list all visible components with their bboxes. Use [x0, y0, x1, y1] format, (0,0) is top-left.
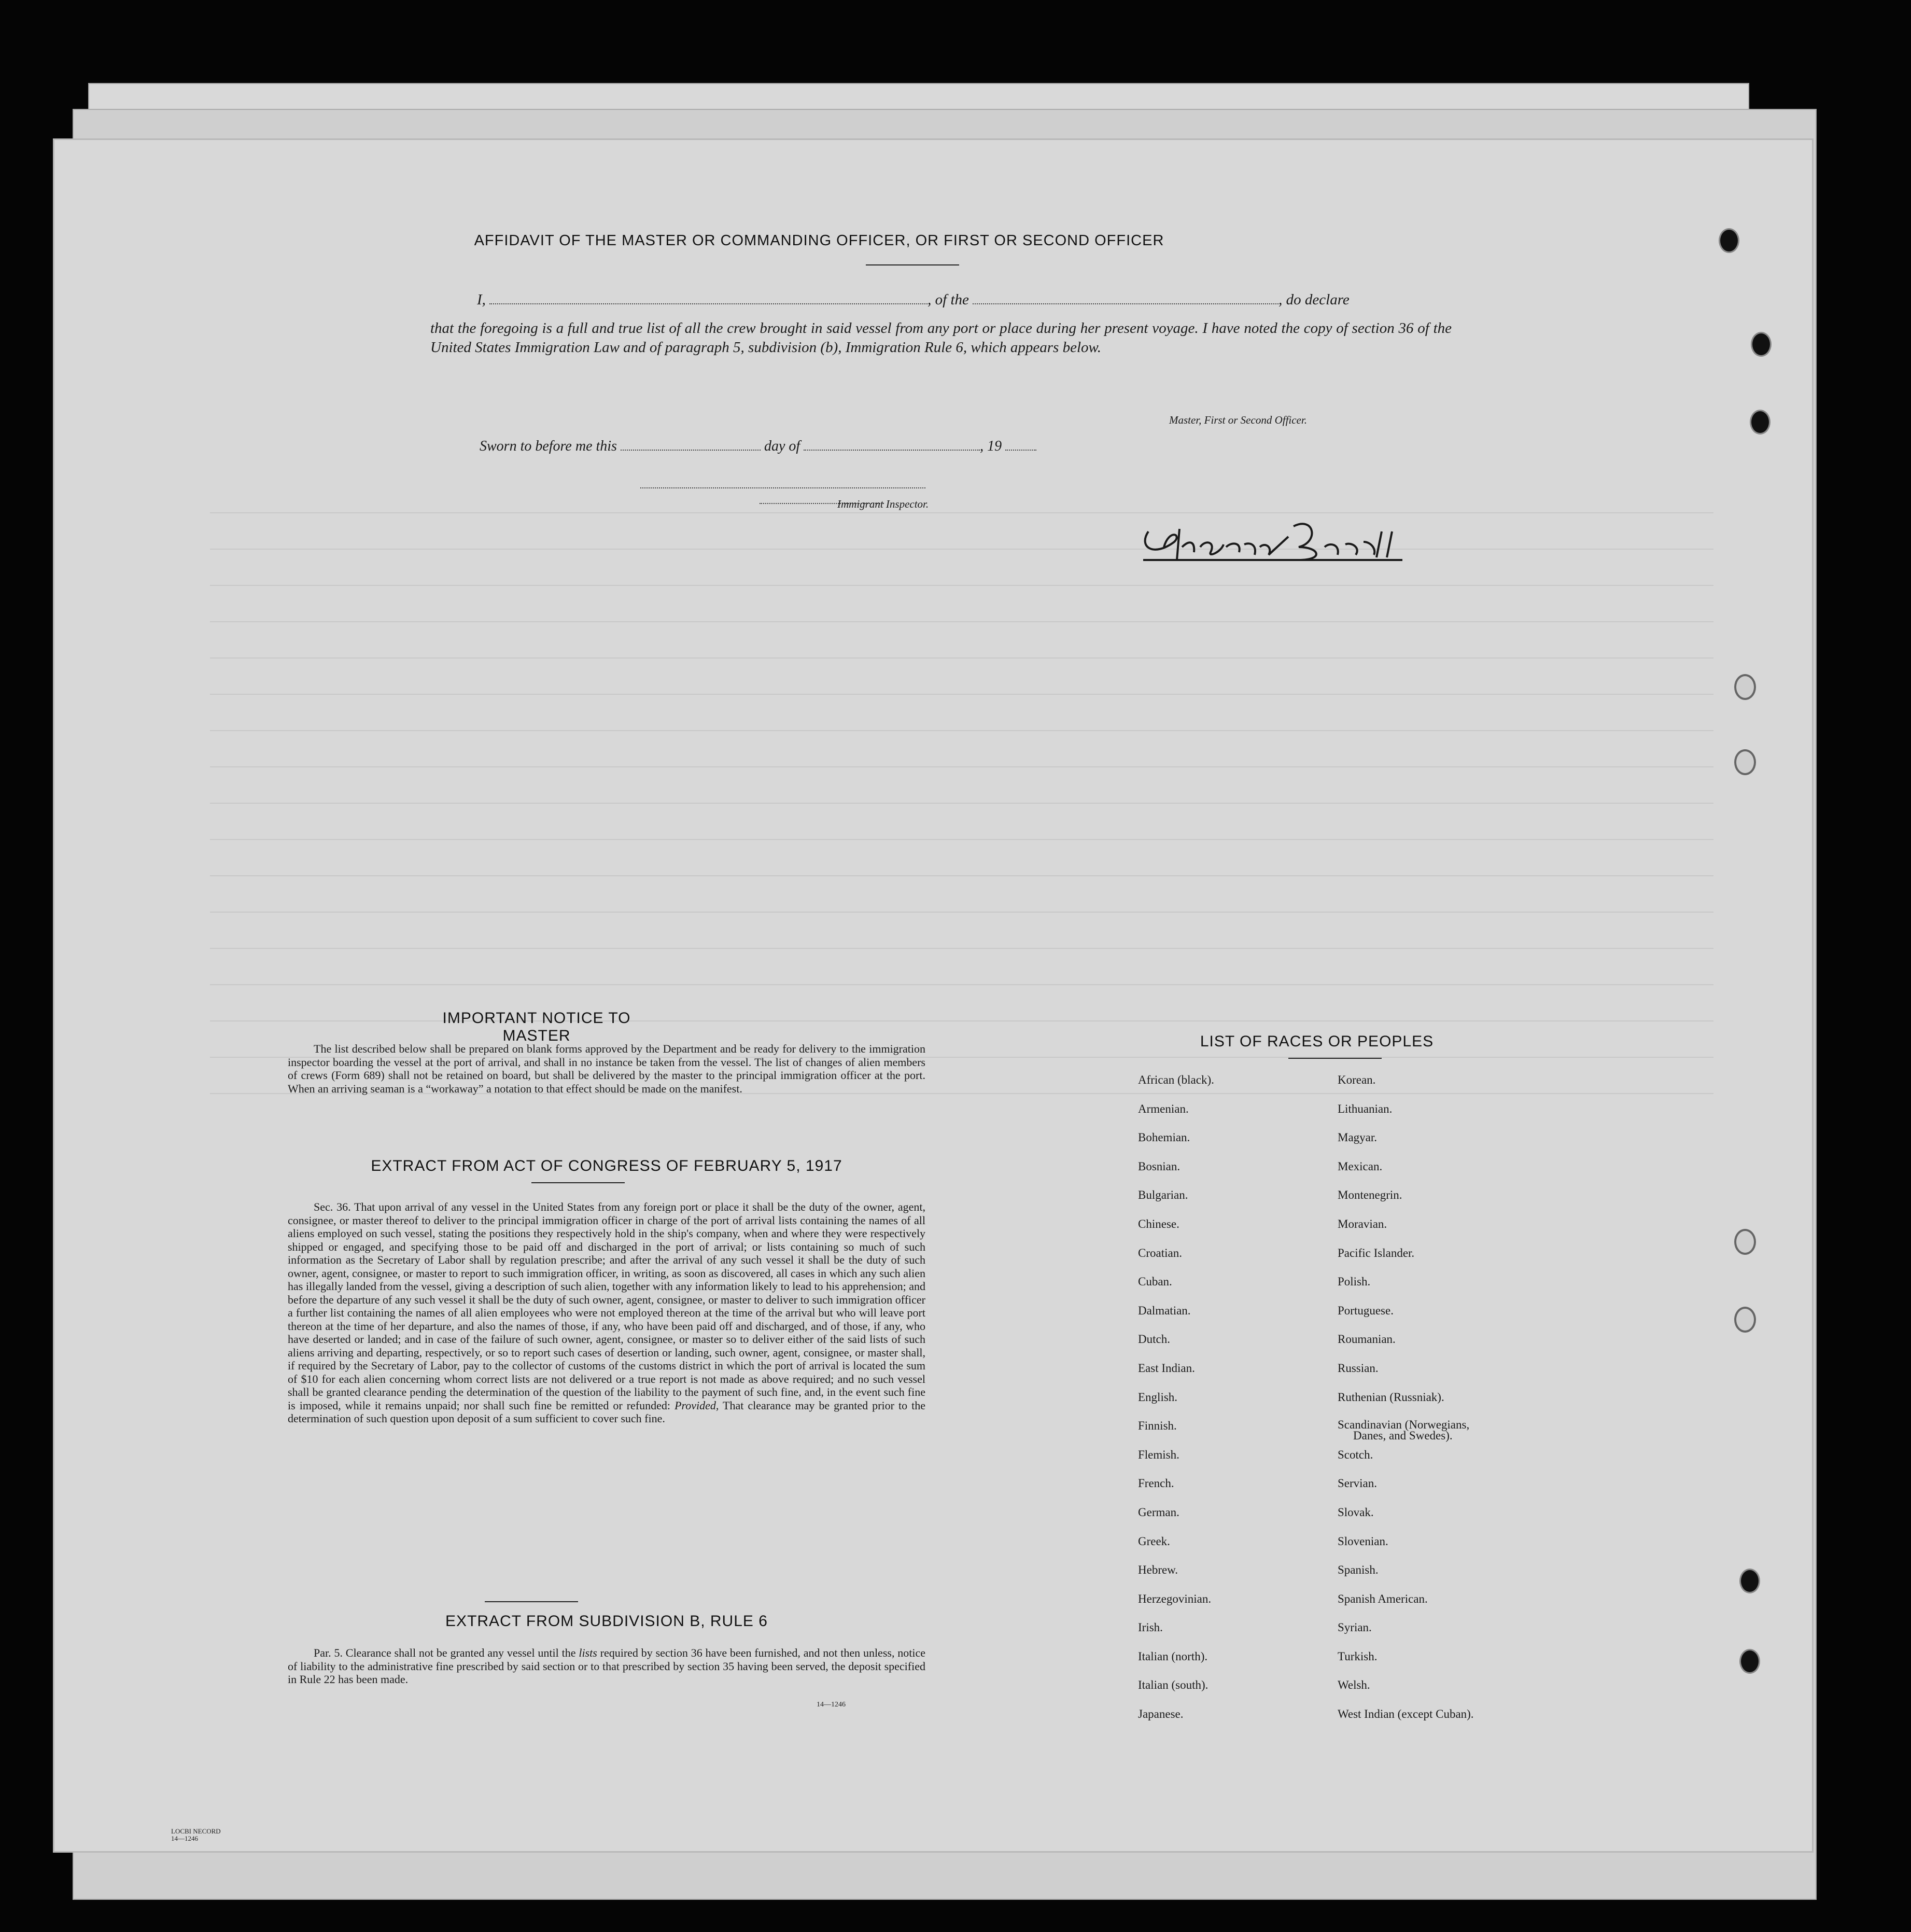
punch-hole	[1719, 228, 1739, 253]
race-item: German.	[1138, 1505, 1179, 1519]
punch-hole	[1750, 410, 1771, 435]
race-item: Spanish American.	[1338, 1592, 1428, 1605]
punch-hole	[1734, 1229, 1756, 1255]
race-item: Dutch.	[1138, 1333, 1170, 1346]
race-item: Greek.	[1138, 1534, 1170, 1548]
race-item: Portuguese.	[1338, 1304, 1394, 1317]
race-item: Japanese.	[1138, 1707, 1184, 1721]
race-item: Flemish.	[1138, 1448, 1179, 1461]
extract-rule-text	[288, 1646, 925, 1686]
punch-hole	[1751, 332, 1772, 357]
race-item: Russian.	[1338, 1361, 1379, 1375]
master-signature	[1133, 511, 1413, 568]
punch-hole	[1739, 1649, 1760, 1674]
notice-title: IMPORTANT NOTICE TO MASTER	[442, 1010, 631, 1044]
race-item: Dalmatian.	[1138, 1304, 1191, 1317]
signature-caption: Master, First or Second Officer.	[1169, 414, 1307, 426]
sworn-month-field[interactable]	[804, 450, 980, 451]
race-item: Hebrew.	[1138, 1563, 1178, 1577]
extract-rule-title: EXTRACT FROM SUBDIVISION B, RULE 6	[445, 1613, 768, 1630]
race-item: Irish.	[1138, 1621, 1163, 1634]
race-item: Herzegovinian.	[1138, 1592, 1212, 1605]
rule-text-b: required by section 36 have been furnished, and not then unless, notice of liability to the administrative fine prescribed by said section or to that prescribed by section 35 having been served, the deposit specified in Rule 22 has been made.	[288, 1646, 926, 1686]
race-item: Magyar.	[1338, 1131, 1378, 1144]
race-item: French.	[1138, 1477, 1174, 1490]
sworn-day-of: day of	[764, 438, 800, 454]
race-item: Lithuanian.	[1338, 1102, 1393, 1115]
race-item: Korean.	[1338, 1073, 1376, 1086]
sworn-day-field[interactable]	[621, 450, 761, 451]
race-item: Polish.	[1338, 1275, 1371, 1289]
race-item: Finnish.	[1138, 1419, 1177, 1433]
race-item: Moravian.	[1338, 1217, 1387, 1230]
provided-word: Provided,	[675, 1398, 719, 1412]
race-item: Chinese.	[1138, 1217, 1179, 1230]
race-item: Pacific Islander.	[1338, 1246, 1415, 1259]
race-item: Slovak.	[1338, 1505, 1374, 1519]
do-declare-label: , do declare	[1278, 291, 1350, 308]
race-item: English.	[1138, 1390, 1178, 1404]
race-item: Scotch.	[1338, 1448, 1373, 1461]
affidavit-title: AFFIDAVIT OF THE MASTER OR COMMANDING OFFICER, OR FIRST OR SECOND OFFICER	[474, 232, 1164, 249]
race-item: Servian.	[1338, 1477, 1378, 1490]
race-item: Spanish.	[1338, 1563, 1379, 1577]
races-left-column	[1138, 1073, 1325, 1737]
extract-act-rule	[531, 1182, 625, 1183]
race-item: Scandinavian (Norwegians,	[1338, 1418, 1470, 1432]
race-item: Roumanian.	[1338, 1333, 1396, 1346]
affidavit-declaration-line	[477, 291, 1452, 309]
sworn-year-field[interactable]	[1005, 450, 1036, 451]
punch-hole	[1734, 1307, 1756, 1333]
race-item: Montenegrin.	[1338, 1188, 1402, 1202]
inspector-signature-line[interactable]	[640, 487, 925, 488]
race-item: Turkish.	[1338, 1649, 1378, 1663]
document-page	[54, 140, 1812, 1851]
punch-hole	[1739, 1569, 1760, 1593]
race-item: African (black).	[1138, 1073, 1214, 1086]
race-item: Italian (north).	[1138, 1649, 1208, 1663]
bottom-stamp: LOCBI NECORD 14—1246	[171, 1827, 221, 1842]
race-item: Ruthenian (Russniak).	[1338, 1390, 1444, 1404]
races-title: LIST OF RACES OR PEOPLES	[1200, 1033, 1434, 1050]
sec-36-end: That clearance may be granted prior to the determination of such question upon deposit of a sum sufficient to cover such fine.	[288, 1398, 925, 1425]
races-right-column	[1338, 1073, 1586, 1737]
races-rule	[1288, 1058, 1382, 1059]
declarant-i: I,	[477, 291, 486, 308]
race-item: Croatian.	[1138, 1246, 1182, 1259]
race-item: Armenian.	[1138, 1102, 1189, 1115]
race-item: East Indian.	[1138, 1361, 1195, 1375]
affidavit-text: that the foregoing is a full and true list of all the crew brought in said vessel from any port or place during her present voyage. I have noted the copy of section 36 of the United States Immigration Law and of paragraph 5, subdivision (b), Immigration Rule 6, which appears below.	[430, 320, 1452, 356]
extract-act-title: EXTRACT FROM ACT OF CONGRESS OF FEBRUARY 5, 1917	[371, 1157, 842, 1174]
race-item: Syrian.	[1338, 1621, 1372, 1634]
race-item: Bosnian.	[1138, 1159, 1181, 1173]
race-item: Cuban.	[1138, 1275, 1172, 1289]
sec-36-label: Sec. 36.	[314, 1200, 351, 1213]
lists-word: lists	[579, 1646, 597, 1659]
race-item-continued: Danes, and Swedes).	[1353, 1429, 1453, 1443]
sworn-year: , 19	[980, 438, 1002, 454]
sworn-prefix: Sworn to before me this	[480, 438, 617, 454]
notice-text: The list described below shall be prepared on blank forms approved by the Department and be ready for delivery to the immigration inspector boarding the vessel at the port of arrival, and shall in no instance be taken from the vessel. The list of changes of alien members of crews (Form 689) shall not be retained on board, but shall be delivered by the master to the principal immigration officer at the port. When an arriving seaman is a “workaway” a notation to that effect should be made on the manifest.	[288, 1042, 925, 1095]
form-code: 14—1246	[817, 1701, 846, 1709]
declarant-name-field[interactable]	[489, 303, 928, 304]
rule-text-a: Par. 5. Clearance shall not be granted any vessel until the	[314, 1646, 576, 1659]
extract-act-text	[288, 1200, 925, 1425]
punch-hole	[1734, 674, 1756, 700]
race-item: West Indian (except Cuban).	[1338, 1707, 1474, 1721]
sec-36-body: That upon arrival of any vessel in the United States from any foreign port or place it shall be the duty of the owner, agent, consignee, or master thereof to deliver to the principal immigration officer in charge of the port of arrival lists containing the names of all aliens employed on such vessel, stating the positions they respectively hold in the ship's company, when and where they were respectively shipped or engaged, and specifying those to be paid off and discharged in the port of arrival; or lists containing so much of such information as the Secretary of Labor shall by regulation prescribe; and after the arrival of any such vessel it shall be the duty of such owner, agent, consignee, or master to report to such immigration officer, in writing, as soon as discovered, all cases in which any such alien has illegally landed from the vessel, giving a description of such alien, together with any information likely to lead to his apprehension; and before the departure of any such vessel it shall be the duty of such owner, agent, consignee, or master to deliver to such immigration officer a further list containing the names of all alien employees who were not employed thereon at the time of the arrival but who will leave port thereon at the time of her departure, and also the names of those, if any, who have been paid off and discharged, and of those, if any, who have deserted or landed; and in case of the failure of such owner, agent, consignee, or master so to deliver either of the said lists of such aliens arriving and departing, respectively, or so to report such cases of desertion or landing, such owner, agent, consignee, or master shall, if required by the Secretary of Labor, pay to the collector of customs of the customs district in which the port of arrival is located the sum of $10 for each alien concerning whom correct lists are not delivered or a true report is not made as above required; and no such vessel shall be granted clearance pending the determination of the question of the liability to the payment of such fine, and, in the event such fine is imposed, while it remains unpaid; nor shall such fine be remitted or refunded:	[288, 1200, 926, 1412]
title-rule	[866, 264, 959, 265]
vessel-name-field[interactable]	[973, 303, 1278, 304]
race-item-scandinavian	[1338, 1419, 1586, 1448]
sworn-line	[480, 438, 1036, 455]
of-the-label: , of the	[928, 291, 969, 308]
race-item: Welsh.	[1338, 1678, 1370, 1692]
race-item: Mexican.	[1338, 1159, 1383, 1173]
race-item: Bohemian.	[1138, 1131, 1190, 1144]
extract-rule-top-rule	[485, 1601, 578, 1602]
race-item: Italian (south).	[1138, 1678, 1209, 1692]
race-item: Bulgarian.	[1138, 1188, 1188, 1202]
race-item: Slovenian.	[1338, 1534, 1388, 1548]
punch-hole	[1734, 749, 1756, 775]
inspector-label: Immigrant Inspector.	[837, 498, 929, 510]
